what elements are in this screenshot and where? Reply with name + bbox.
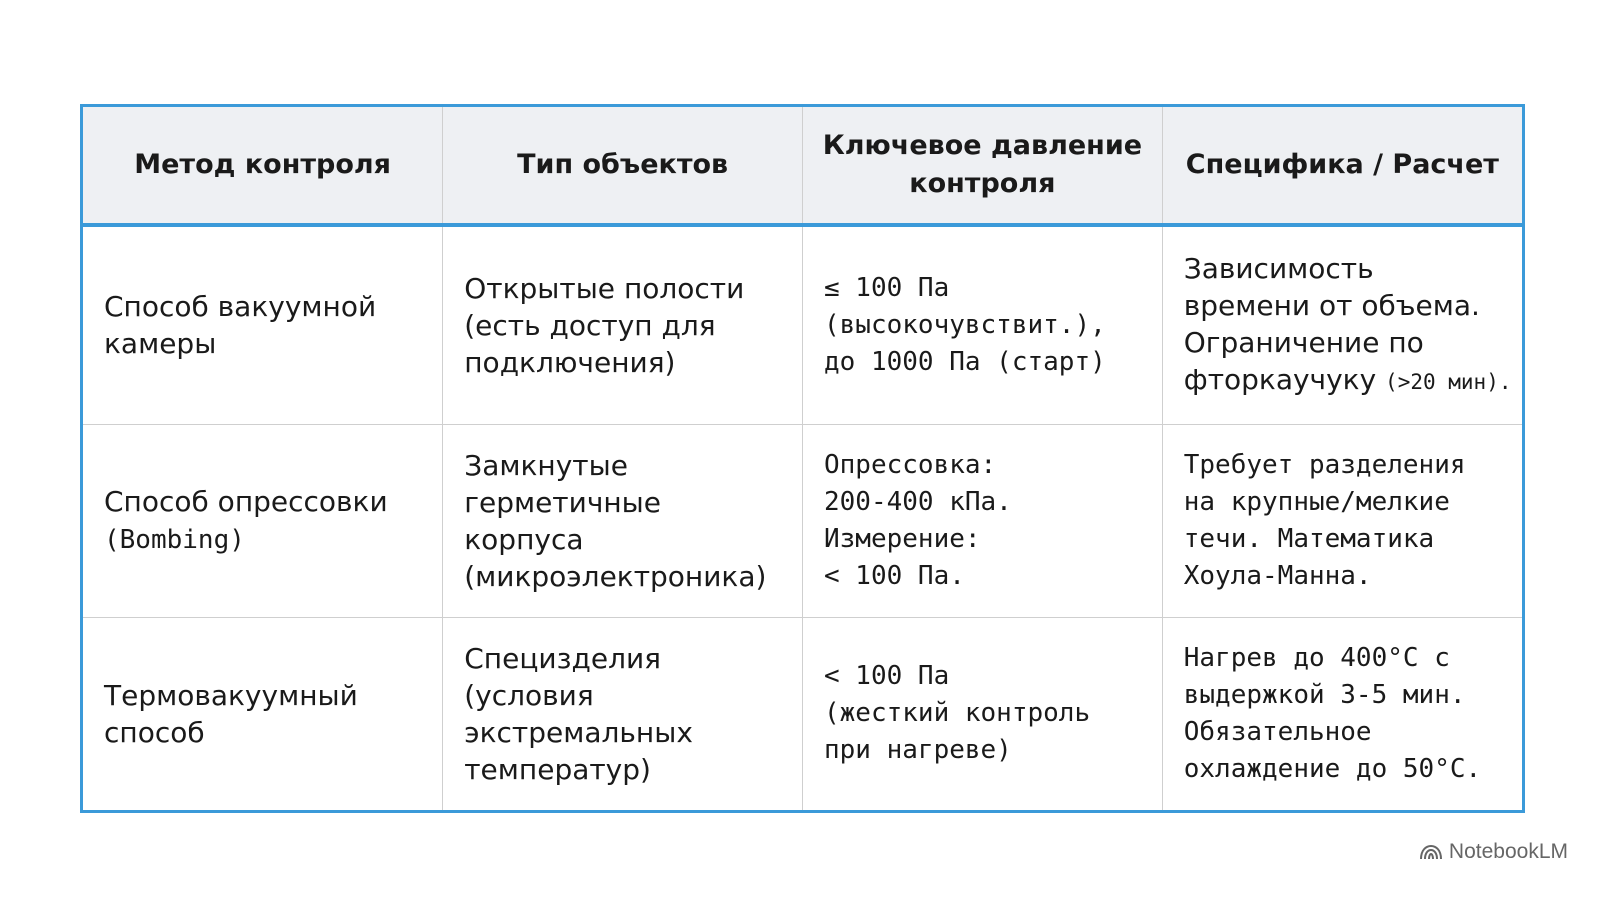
header-specifics: Специфика / Расчет — [1162, 107, 1522, 225]
cell-text-line: Обязательное — [1183, 716, 1372, 747]
cell-text-line: при нагреве) — [824, 735, 1012, 766]
table-header-row — [83, 107, 1522, 225]
cell-text-line: < 100 Па. — [824, 560, 965, 591]
notebooklm-logo-icon — [1419, 844, 1443, 860]
cell-text-line: Ограничение по — [1183, 325, 1424, 359]
cell-text-line: (есть доступ для — [464, 308, 716, 342]
cell-text-line: на крупные/мелкие — [1183, 486, 1450, 517]
cell-object-type — [443, 424, 803, 617]
cell-text-line: (Bombing) — [104, 524, 245, 555]
cell-text-line: течи. Математика — [1183, 523, 1435, 554]
watermark-label: NotebookLM — [1448, 840, 1568, 863]
cell-specifics — [1162, 617, 1522, 810]
cell-text-line: выдержкой 3-5 мин. — [1183, 679, 1466, 710]
cell-text-line: Способ вакуумной — [104, 290, 377, 324]
cell-text-line: способ — [104, 715, 205, 749]
cell-text-line: (микроэлектроника) — [464, 559, 767, 593]
cell-key-pressure — [803, 225, 1163, 424]
header-method: Метод контроля — [83, 107, 443, 225]
cell-text-line: охлаждение до 50°C. — [1183, 753, 1482, 784]
cell-text-line: Способ опрессовки — [104, 484, 388, 518]
cell-text-line: камеры — [104, 327, 217, 361]
cell-text-line: Измерение: — [824, 523, 981, 554]
cell-text-line: Нагрев до 400°C с — [1183, 642, 1450, 673]
cell-text-line: Замкнутые — [464, 448, 628, 482]
cell-object-type — [443, 225, 803, 424]
cell-text-line: Зависимость — [1183, 251, 1374, 285]
cell-text-line: ≤ 100 Па — [824, 272, 950, 303]
cell-method — [83, 617, 443, 810]
cell-text-line: экстремальных — [464, 715, 693, 749]
cell-method — [83, 225, 443, 424]
comparison-table — [83, 107, 1522, 810]
cell-object-type — [443, 617, 803, 810]
cell-text-line: 200-400 кПа. — [824, 486, 1012, 517]
cell-text-line: времени от объема. — [1183, 288, 1480, 322]
cell-text-line: Термовакуумный — [104, 678, 358, 712]
cell-text-line: Хоула-Манна. — [1183, 560, 1372, 591]
comparison-table-container — [80, 104, 1525, 813]
cell-text-line: Требует разделения — [1183, 449, 1466, 480]
cell-text-line: Специзделия — [464, 641, 662, 675]
table-row — [83, 617, 1522, 810]
notebooklm-watermark — [1419, 840, 1568, 864]
cell-text-line: до 1000 Па (старт) — [824, 346, 1106, 377]
cell-text-line: (высокочувствит.), — [824, 309, 1106, 340]
cell-text-line: температур) — [464, 752, 651, 786]
cell-text-line: герметичные — [464, 485, 662, 519]
header-object-type: Тип объектов — [443, 107, 803, 225]
cell-specifics — [1162, 225, 1522, 424]
cell-text-line: фторкаучуку — [1183, 362, 1377, 396]
cell-text-line: подключения) — [464, 345, 676, 379]
cell-text-line: < 100 Па — [824, 661, 950, 692]
table-row — [83, 225, 1522, 424]
cell-method — [83, 424, 443, 617]
cell-text-line: корпуса — [464, 522, 584, 556]
header-key-pressure: Ключевое давление контроля — [803, 107, 1163, 225]
cell-text-line: (условия — [464, 678, 594, 712]
cell-text-line: (жесткий контроль — [824, 698, 1091, 729]
cell-note: (>20 мин). — [1385, 369, 1512, 394]
cell-key-pressure — [803, 424, 1163, 617]
cell-text-line: Опрессовка: — [824, 449, 997, 480]
cell-text-line: Открытые полости — [464, 271, 745, 305]
cell-specifics — [1162, 424, 1522, 617]
table-row — [83, 424, 1522, 617]
cell-key-pressure — [803, 617, 1163, 810]
